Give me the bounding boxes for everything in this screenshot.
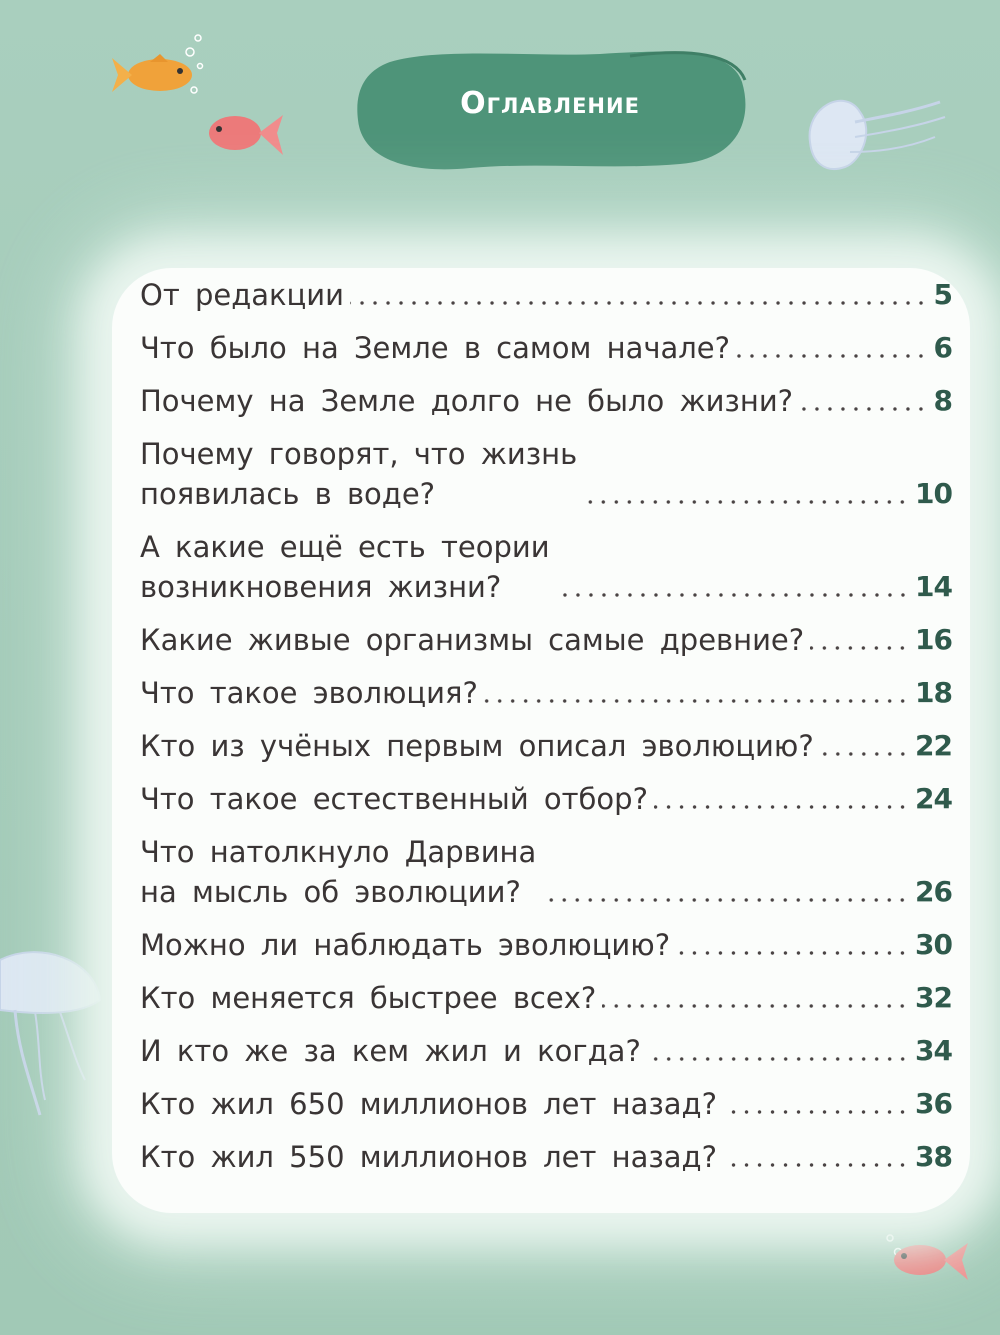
jellyfish-icon [800,82,950,212]
dot-leader [820,751,909,757]
dot-leader [654,804,909,810]
bubbles-icon [180,30,210,100]
toc-entry-title: Кто жил 650 миллионов лет назад? [140,1087,717,1121]
toc-page-number: 10 [915,477,952,510]
pink-fish-icon [205,105,285,165]
toc-entry[interactable] [140,978,952,1018]
toc-entry[interactable] [140,779,952,819]
toc-page-number: 36 [915,1087,952,1120]
toc-page-number: 14 [915,570,952,603]
toc-page-number: 26 [915,875,952,908]
toc-entry-title: И кто же за кем жил и когда? [140,1034,641,1068]
toc-entry[interactable] [140,1137,952,1177]
toc-entry-title: Какие живые организмы самые древние? [140,623,805,657]
toc-page-number: 30 [915,928,952,961]
dot-leader [723,1109,909,1115]
toc-entry[interactable] [140,381,952,421]
dot-leader [350,300,928,306]
toc-entry[interactable] [140,620,952,660]
toc-entry[interactable] [140,925,952,965]
toc-entry-title: Что было на Земле в самом начале? [140,331,731,365]
toc-entry-title: Кто меняется быстрее всех? [140,981,597,1015]
toc-entry-title: Почему на Земле долго не было жизни? [140,384,794,418]
toc-page-number: 34 [915,1034,952,1067]
toc-entry[interactable] [140,434,952,514]
page-title: Оглавление [460,86,640,121]
dot-leader [676,950,909,956]
toc-entry-title: Можно ли наблюдать эволюцию? [140,928,671,962]
dot-leader [583,499,909,505]
dot-leader [810,645,909,651]
toc-entry-title: Кто жил 550 миллионов лет назад? [140,1140,717,1174]
toc-entry-title: От редакции [140,278,344,312]
dot-leader [556,592,909,598]
toc-entry-title: Кто из учёных первым описал эволюцию? [140,729,814,763]
toc-page-number: 24 [915,782,952,815]
toc-entry-title: Что натолкнуло Дарвина на мысль об эволюции? [140,835,537,909]
toc-page-number: 16 [915,623,952,656]
toc-entry[interactable] [140,1084,952,1124]
toc-entry[interactable] [140,527,952,607]
toc-page-number: 32 [915,981,952,1014]
toc-page-number: 38 [915,1140,952,1173]
dot-leader [736,353,927,359]
dot-leader [542,897,909,903]
dot-leader [484,698,909,704]
table-of-contents [140,275,952,1190]
toc-entry-title: Что такое эволюция? [140,676,478,710]
toc-page-number: 5 [933,278,952,311]
toc-page-number: 18 [915,676,952,709]
jellyfish-icon [0,940,110,1120]
toc-entry-title: Почему говорят, что жизнь появилась в воде? [140,437,578,511]
dot-leader [602,1003,909,1009]
toc-page-number: 22 [915,729,952,762]
toc-entry[interactable] [140,673,952,713]
toc-entry[interactable] [140,275,952,315]
toc-page-number: 8 [933,384,952,417]
toc-entry[interactable] [140,1031,952,1071]
pink-fish-icon [890,1235,970,1285]
toc-entry[interactable] [140,832,952,912]
dot-leader [799,406,927,412]
toc-entry-title: А какие ещё есть теории возникновения жизни? [140,530,550,604]
toc-entry[interactable] [140,726,952,766]
dot-leader [647,1056,909,1062]
toc-entry[interactable] [140,328,952,368]
toc-page-number: 6 [933,331,952,364]
toc-entry-title: Что такое естественный отбор? [140,782,648,816]
dot-leader [723,1162,909,1168]
